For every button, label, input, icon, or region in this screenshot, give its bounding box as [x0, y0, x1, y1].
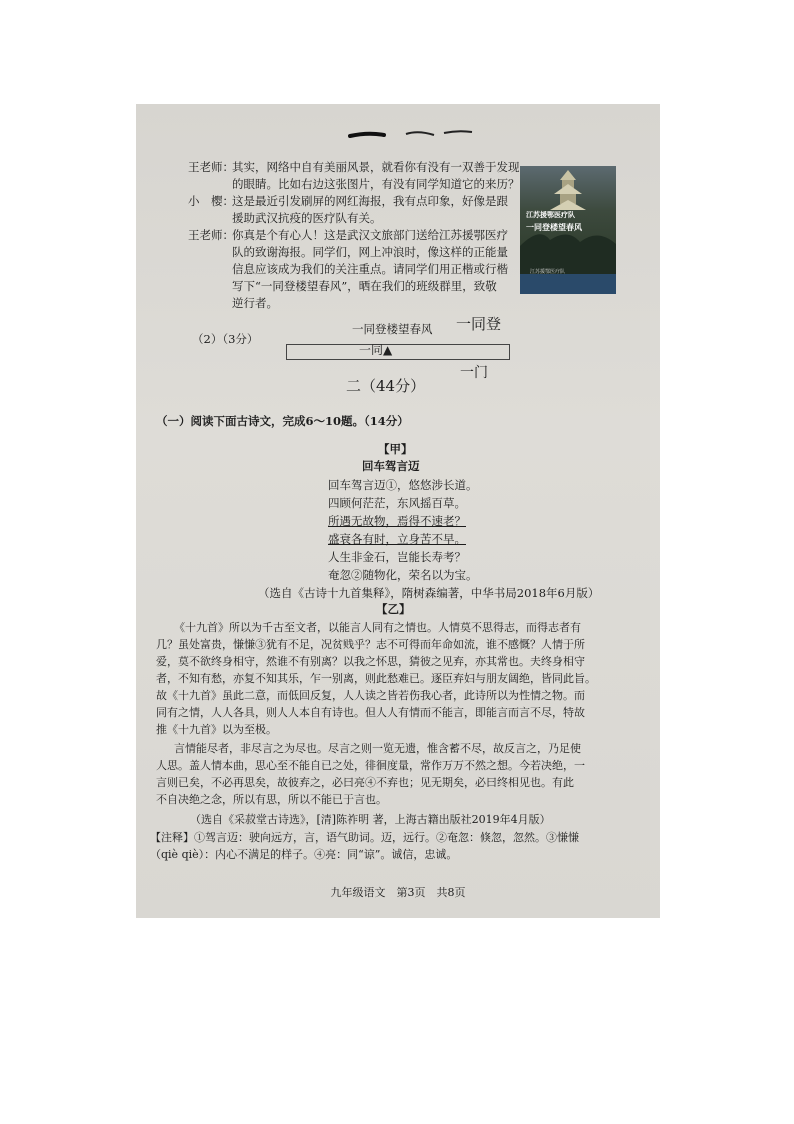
- poem-line: 奄忽②随物化，荣名以为宝。: [328, 568, 478, 582]
- yi-paragraph-line: 《十九首》所以为千古至文者，以能言人同有之情也。人情莫不思得志，而得志者有: [174, 621, 581, 634]
- poem-line: 人生非金石，岂能长寿考？: [328, 550, 466, 564]
- dialogue-line: 援助武汉抗疫的医疗队有关。: [232, 211, 382, 225]
- jia-label: 【甲】: [378, 442, 413, 456]
- poem-title: 回车驾言迈: [362, 459, 420, 473]
- yi-paragraph-line: 言则已矣，不必再思矣，故彼弃之，必曰亮④不弃也；见无期矣，必曰终相见也。有此: [156, 776, 574, 789]
- answer-box[interactable]: [286, 344, 510, 360]
- jia-source: （选自《古诗十九首集释》，隋树森编著，中华书局2018年6月版）: [258, 586, 600, 600]
- dialogue-line: 的眼睛。比如右边这张图片，有没有同学知道它的来历？: [232, 177, 520, 191]
- yi-paragraph-line: 推《十九首》以为至极。: [156, 723, 277, 736]
- box-answer-text: 一同▲: [359, 343, 393, 357]
- wang-speaker-2: 王老师：: [188, 228, 234, 242]
- handwriting-answer-right: 一同登: [456, 315, 502, 333]
- yi-paragraph-line: 爱，莫不欲终身相守，然谁不有别离？以我之怀思，猜彼之见弃，亦其常也。夫终身相守: [156, 655, 585, 668]
- question-prompt: 一同登楼望春风: [352, 322, 433, 336]
- yi-paragraph-line: 同有之情，人人各具，则人人本自有诗也。但人人有情而不能言，即能言而言不尽，特故: [156, 706, 585, 719]
- dialogue-line: 其实，网络中自有美丽风景，就看你有没有一双善于发现: [232, 160, 520, 174]
- section-instruction: （一）阅读下面古诗文，完成6～10题。（14分）: [156, 414, 409, 428]
- section-title: 二（44分）: [346, 377, 426, 395]
- poster-text-title: 一同登楼望春风: [526, 222, 582, 232]
- dialogue-line: 这是最近引发刷屏的网红海报，我有点印象，好像是跟: [232, 194, 508, 208]
- dialogue-line: 你真是个有心人！这是武汉文旅部门送给江苏援鄂医疗: [232, 228, 508, 242]
- poster-text-top: 江苏援鄂医疗队: [526, 210, 575, 219]
- poem-line: 四顾何茫茫，东风摇百草。: [328, 496, 466, 510]
- dialogue-line: 逆行者。: [232, 296, 278, 310]
- yi-paragraph-line: 者，不知有愁，亦复不知其乐，乍一别离，则此愁难已。逐臣弃妇与朋友阔绝，皆同此旨。: [156, 672, 596, 685]
- poem-line: 回车驾言迈①，悠悠涉长道。: [328, 478, 478, 492]
- top-scribble: [348, 124, 478, 144]
- dialogue-line: 写下“一同登楼望春风”，晒在我们的班级群里，致敬: [232, 279, 497, 293]
- yi-paragraph-line: 人思。盖人情本曲，思心至不能自已之处，徘徊度量，常作万万不然之想。今若决绝，一: [156, 759, 585, 772]
- yi-source: （选自《采菽堂古诗选》，[清]陈祚明 著，上海古籍出版社2019年4月版）: [190, 813, 551, 826]
- dialogue-line: 队的致谢海报。同学们，网上冲浪时，像这样的正能量: [232, 245, 508, 259]
- xiaoying-speaker: 小 樱：: [188, 194, 234, 208]
- yi-paragraph-line: 不自决绝之念，所以有思，所以不能已于言也。: [156, 793, 387, 806]
- annotation-line: （qiè qiè）：内心不满足的样子。④亮：同“谅”。诚信，忠诚。: [150, 848, 458, 861]
- annotation-line: 【注释】①驾言迈：驶向远方，言，语气助词。迈，远行。②奄忽：倏忽，忽然。③慊慊: [150, 831, 579, 844]
- page-footer: 九年级语文 第3页 共8页: [330, 886, 466, 899]
- yi-paragraph-line: 故《十九首》虽此二意，而低回反复，人人读之皆若伤我心者，此诗所以为性情之物。而: [156, 689, 585, 702]
- yi-label: 【乙】: [376, 602, 411, 616]
- exam-page: [136, 104, 660, 918]
- dialogue-line: 信息应该成为我们的关注重点。请同学们用正楷或行楷: [232, 262, 508, 276]
- poem-line: 盛衰各有时，立身苦不早。: [328, 532, 466, 546]
- poem-line: 所遇无故物，焉得不速老？: [328, 514, 466, 528]
- poster-text-small: 江苏援鄂医疗队: [530, 269, 566, 275]
- yi-paragraph-line: 言情能尽者，非尽言之为尽也。尽言之则一览无遗，惟含蓄不尽，故反言之，乃足使: [174, 742, 581, 755]
- handwriting-answer-below: 一门: [460, 365, 488, 381]
- wang-speaker-1: 王老师：: [188, 160, 234, 174]
- thank-you-poster-image: [520, 166, 616, 294]
- question-label: （2）（3分）: [192, 332, 259, 346]
- yi-paragraph-line: 几？虽处富贵，慊慊③犹有不足，况贫贱乎？志不可得而年命如流，谁不感慨？人情于所: [156, 638, 585, 651]
